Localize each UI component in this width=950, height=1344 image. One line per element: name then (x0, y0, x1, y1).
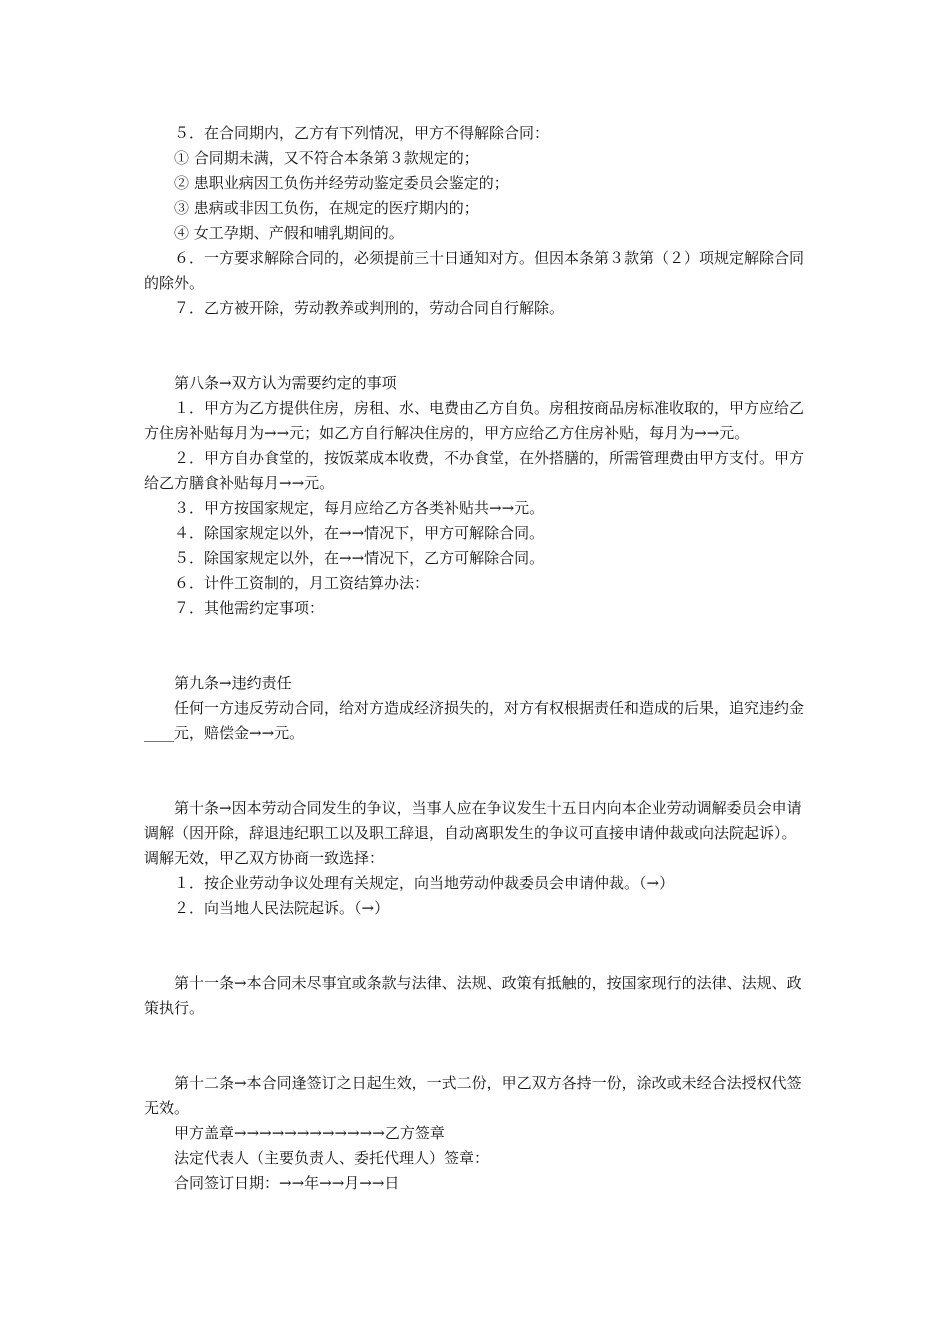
article-11-title: 第十一条→本合同未尽事宜或条款与法律、法规、政策有抵触的，按国家现行的法律、法规、政策执行。 (144, 974, 802, 1017)
section-spacer (144, 921, 806, 971)
clause-8-3: ３．甲方按国家规定，每月应给乙方各类补贴共→→元。 (174, 499, 545, 517)
signature-line: 甲方盖章→→→→→→→→→→→→乙方签章 (174, 1124, 445, 1142)
section-spacer (144, 1021, 806, 1071)
clause-7-5-2: ② 患职业病因工负伤并经劳动鉴定委员会鉴定的； (174, 174, 509, 192)
clause-8-2: ２．甲方自办食堂的，按饭菜成本收费，不办食堂，在外搭膳的，所需管理费由甲方支付。甲方给乙方膳食补贴每月→→元。 (144, 449, 805, 492)
article-12-title: 第十二条→本合同逢签订之日起生效，一式二份，甲乙双方各持一份，涂改或未经合法授权代签无效。 (144, 1074, 802, 1117)
clause-7-7: ７．乙方被开除，劳动教养或判刑的，劳动合同自行解除。 (174, 299, 565, 317)
article-8 (144, 371, 806, 621)
article-10 (144, 796, 806, 921)
article-7-continuation (144, 121, 806, 321)
clause-7-5: ５．在合同期内，乙方有下列情况，甲方不得解除合同： (174, 124, 550, 142)
legal-representative-line: 法定代表人（主要负责人、委托代理人）签章： (174, 1149, 490, 1167)
clause-7-6: ６．一方要求解除合同的，必须提前三十日通知对方。但因本条第３款第（２）项规定解除合同的除外。 (144, 249, 805, 292)
clause-7-5-3: ③ 患病或非因工负伤，在规定的医疗期内的； (174, 199, 479, 217)
clause-8-5: ５．除国家规定以外，在→→情况下，乙方可解除合同。 (174, 549, 545, 567)
clause-8-4: ４．除国家规定以外，在→→情况下，甲方可解除合同。 (174, 524, 545, 542)
article-9-title: 第九条→违约责任 (174, 674, 292, 692)
contract-body (144, 121, 806, 1196)
article-11 (144, 971, 806, 1021)
article-8-title: 第八条→双方认为需要约定的事项 (174, 374, 397, 392)
clause-8-6: ６．计件工资制的，月工资结算办法： (174, 574, 430, 592)
clause-7-5-1: ① 合同期未满，又不符合本条第３款规定的； (174, 149, 479, 167)
clause-10-2: ２．向当地人民法院起诉。（→） (174, 899, 390, 917)
article-9 (144, 671, 806, 746)
clause-8-7: ７．其他需约定事项： (174, 599, 325, 617)
clause-9-1: 任何一方违反劳动合同，给对方造成经济损失的，对方有权根据责任和造成的后果，追究违约金____元，赔偿金→→元。 (144, 699, 805, 742)
clause-8-1: １．甲方为乙方提供住房，房租、水、电费由乙方自负。房租按商品房标准收取的，甲方应给乙方住房补贴每月为→→元；如乙方自行解决住房的，甲方应给乙方住房补贴，每月为→→元。 (144, 399, 805, 442)
clause-10-1: １．按企业劳动争议处理有关规定，向当地劳动仲裁委员会申请仲裁。（→） (174, 874, 675, 892)
section-spacer (144, 746, 806, 796)
section-spacer (144, 621, 806, 671)
article-12 (144, 1071, 806, 1196)
clause-7-5-4: ④ 女工孕期、产假和哺乳期间的。 (174, 224, 404, 242)
article-10-title: 第十条→因本劳动合同发生的争议，当事人应在争议发生十五日内向本企业劳动调解委员会申请调解（因开除，辞退违纪职工以及职工辞退，自动离职发生的争议可直接申请仲裁或向法院起诉）。调解无效，甲乙双方协商一致选择： (144, 799, 802, 867)
signing-date-line: 合同签订日期：→→年→→月→→日 (174, 1174, 400, 1192)
section-spacer (144, 321, 806, 371)
